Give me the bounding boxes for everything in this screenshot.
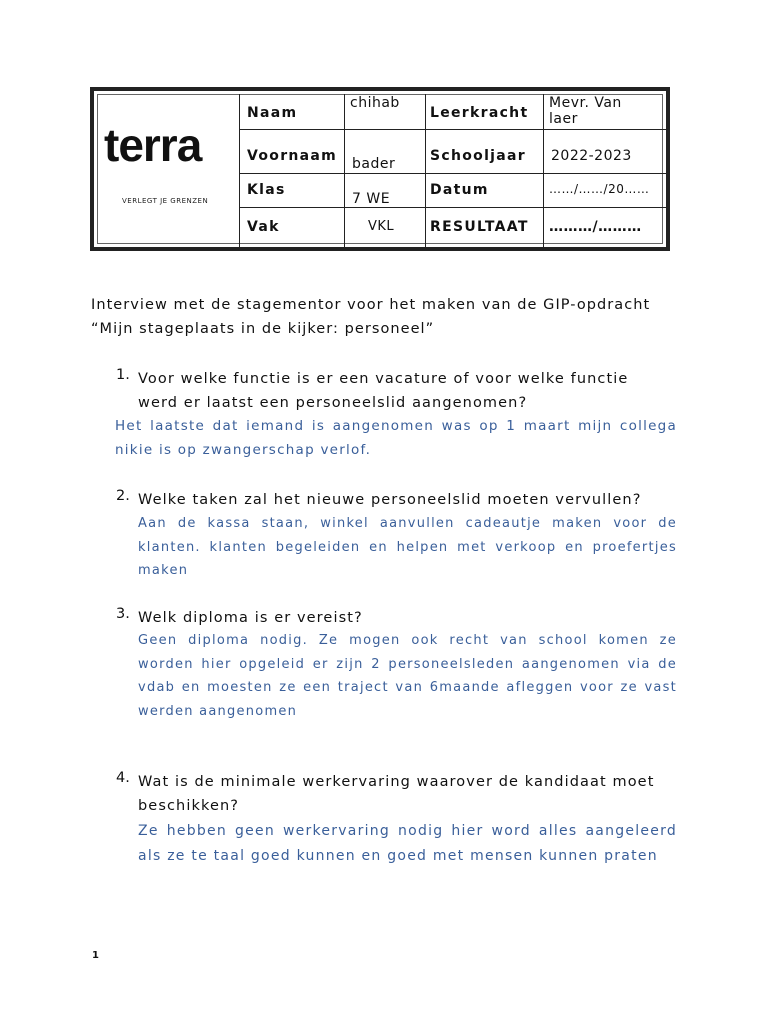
question-number: 4. — [116, 770, 130, 786]
column-divider — [344, 94, 345, 248]
question-3-line-1: Welk diploma is er vereist? — [138, 610, 363, 626]
column-divider — [239, 94, 240, 248]
value-klas: 7 WE — [352, 191, 391, 207]
label-schooljaar: Schooljaar — [430, 148, 526, 164]
value-leerkracht-line2: laer — [549, 111, 578, 127]
value-naam: chihab — [350, 95, 400, 111]
page-number: 1 — [92, 950, 99, 961]
answer-1: Het laatste dat iemand is aangenomen was op 1 maart mijn collega nikie is op zwangerschap verlof. — [115, 418, 677, 458]
value-voornaam: bader — [352, 156, 396, 172]
answer-3: Geen diploma nodig. Ze mogen ook recht van school komen ze worden hier opgeleid er zijn 2 personeelsleden aangenomen via de vdab en moesten ze een traject van 6maande afleggen voor ze vast werden aangenomen — [138, 633, 677, 719]
row-divider — [239, 173, 667, 174]
question-number: 2. — [116, 488, 130, 504]
header-table — [90, 87, 670, 251]
question-4-line-1: Wat is de minimale werkervaring waarover de kandidaat moet — [138, 774, 655, 790]
question-number: 3. — [116, 606, 130, 622]
value-leerkracht-line1: Mevr. Van — [549, 95, 622, 111]
answer-4: Ze hebben geen werkervaring nodig hier word alles aangeleerd als ze te taal goed kunnen en goed met mensen kunnen praten — [138, 823, 677, 864]
question-2-line-1: Welke taken zal het nieuwe personeelslid moeten vervullen? — [138, 492, 642, 508]
column-divider — [543, 94, 544, 248]
answer-2: Aan de kassa staan, winkel aanvullen cadeautje maken voor de klanten. klanten begeleiden en helpen met verkoop en proefertjes maken — [138, 516, 677, 578]
value-resultaat: ………/……… — [549, 219, 642, 235]
svg-text:terra: terra — [104, 121, 202, 169]
label-leerkracht: Leerkracht — [430, 105, 529, 121]
question-4-line-2: beschikken? — [138, 798, 240, 814]
question-1-line-1: Voor welke functie is er een vacature of voor welke functie — [138, 371, 629, 387]
label-naam: Naam — [247, 105, 298, 121]
label-voornaam: Voornaam — [247, 148, 338, 164]
row-divider — [239, 129, 667, 130]
intro-line-1: Interview met de stagementor voor het maken van de GIP-opdracht — [91, 297, 651, 313]
value-vak: VKL — [368, 219, 395, 234]
row-divider — [239, 207, 667, 208]
terra-logo-wordmark — [102, 121, 234, 169]
label-datum: Datum — [430, 182, 489, 198]
intro-line-2: “Mijn stageplaats in de kijker: personeel” — [91, 321, 435, 337]
column-divider — [425, 94, 426, 248]
terra-logo — [102, 121, 234, 205]
label-klas: Klas — [247, 182, 286, 198]
label-resultaat: RESULTAAT — [430, 219, 529, 235]
value-datum: ……/……/20…… — [549, 182, 650, 196]
logo-tagline: VERLEGT JE GRENZEN — [122, 197, 209, 205]
label-vak: Vak — [247, 219, 280, 235]
question-number: 1. — [116, 367, 130, 383]
value-schooljaar: 2022-2023 — [551, 148, 632, 164]
question-1-line-2: werd er laatst een personeelslid aangenomen? — [138, 395, 528, 411]
